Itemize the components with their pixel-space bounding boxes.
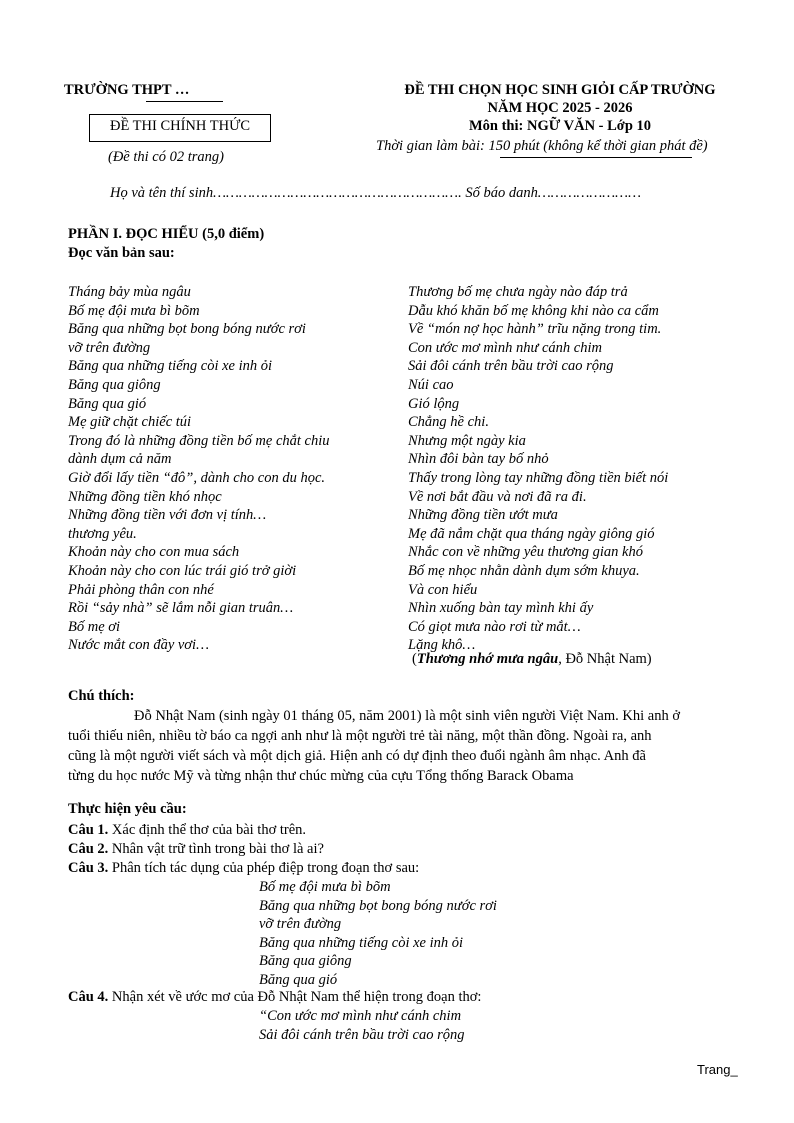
- poem-line: Thấy trong lòng tay những đồng tiền biết nói: [408, 469, 669, 486]
- poem-line: Băng qua gió: [68, 395, 147, 412]
- poem-line: Băng qua những bọt bong bóng nước rơi: [68, 321, 306, 338]
- note-line: tuổi thiếu niên, nhiều tờ báo ca ngợi anh như là một người trẻ tài năng, một thần đồng. Ngoài ra, anh: [68, 728, 652, 744]
- source-author: , Đỗ Nhật Nam): [558, 651, 652, 667]
- poem-line: Phải phòng thân con nhé: [68, 581, 214, 598]
- poem-line: Tháng bảy mùa ngâu: [68, 284, 191, 300]
- question-4: [68, 989, 481, 1006]
- page-number: Trang_: [697, 1062, 738, 1077]
- poem-line: Những đồng tiền với đơn vị tính…: [68, 507, 267, 524]
- poem-line: Những đồng tiền khó nhọc: [68, 488, 222, 505]
- page-count-note: (Đề thi có 02 trang): [108, 149, 224, 165]
- poem-left-column: [68, 283, 330, 655]
- poem-line: Con ước mơ mình như cánh chim: [408, 339, 602, 356]
- note-line: từng du học nước Mỹ và từng nhận thư chúc mừng của cựu Tổng thống Barack Obama: [68, 768, 574, 784]
- excerpt-line: Bố mẹ đội mưa bì bõm: [259, 879, 391, 895]
- poem-line: Nước mắt con đầy vơi…: [68, 637, 209, 654]
- poem-line: Nhắc con về những yêu thương gian khó: [408, 544, 643, 561]
- official-label: ĐỀ THI CHÍNH THỨC: [109, 118, 250, 134]
- poem-line: Dẫu khó khăn bố mẹ không khi nào ca cẩm: [408, 302, 659, 319]
- poem-line: Chẳng hề chi.: [408, 414, 489, 431]
- poem-line: Mẹ giữ chặt chiếc túi: [68, 414, 192, 431]
- poem-line: Thương bố mẹ chưa ngày nào đáp trả: [408, 284, 628, 300]
- poem-line: Khoản này cho con lúc trái gió trở giời: [68, 562, 297, 579]
- poem-line: Nhưng một ngày kia: [408, 432, 526, 449]
- poem-line: Bố mẹ ơi: [68, 618, 121, 635]
- exam-title: ĐỀ THI CHỌN HỌC SINH GIỎI CẤP TRƯỜNG: [404, 82, 716, 98]
- poem-line: Trong đó là những đồng tiền bố mẹ chắt chiu: [68, 432, 330, 449]
- exam-time-prefix: Thời gian làm bài:: [376, 138, 489, 154]
- poem-line: Nhìn đôi bàn tay bố nhỏ: [408, 451, 549, 468]
- poem-line: Bố mẹ đội mưa bì bõm: [68, 302, 200, 319]
- excerpt-line: Băng qua những tiếng còi xe inh ỏi: [259, 934, 464, 951]
- poem-line: Rồi “sảy nhà” sẽ lắm nỗi gian truân…: [68, 600, 294, 617]
- question-4-label: Câu 4.: [68, 989, 109, 1005]
- poem-right-column: [408, 283, 668, 655]
- poem-line: Có giọt mưa nào rơi từ mắt…: [408, 618, 581, 635]
- question-3-excerpt: [259, 878, 497, 990]
- exam-time-value: 150 phút (không kể thời gian phát đề): [488, 138, 708, 154]
- school-year: NĂM HỌC 2025 - 2026: [487, 100, 633, 116]
- source-open: (: [412, 651, 417, 667]
- note-title: Chú thích:: [68, 688, 135, 704]
- note-line: cũng là một người viết sách và một dịch giả. Hiện anh có dự định theo đuổi ngành âm nhạc. Anh đã: [68, 748, 646, 764]
- excerpt-line: vỡ trên đường: [259, 916, 342, 933]
- part1-title: PHẦN I. ĐỌC HIỂU (5,0 điểm): [68, 226, 265, 242]
- question-2: [68, 841, 324, 858]
- question-3: [68, 860, 419, 877]
- note-paragraph: [68, 706, 680, 786]
- question-2-text: Nhân vật trữ tình trong bài thơ là ai?: [108, 841, 324, 857]
- question-1: [68, 822, 306, 839]
- question-1-text: Xác định thể thơ của bài thơ trên.: [108, 822, 307, 838]
- poem-line: Sải đôi cánh trên bầu trời cao rộng: [408, 358, 614, 375]
- poem-line: thương yêu.: [68, 525, 137, 542]
- excerpt-line: Sải đôi cánh trên bầu trời cao rộng: [259, 1026, 465, 1043]
- poem-line: Núi cao: [408, 376, 454, 393]
- school-underline: [146, 101, 223, 102]
- question-3-text: Phân tích tác dụng của phép điệp trong đoạn thơ sau:: [108, 860, 420, 876]
- excerpt-line: Băng qua giông: [259, 953, 352, 970]
- poem-line: dành dụm cả năm: [68, 451, 172, 468]
- tasks-title: Thực hiện yêu cầu:: [68, 801, 187, 817]
- question-2-label: Câu 2.: [68, 841, 109, 857]
- poem-line: vỡ trên đường: [68, 339, 151, 356]
- poem-source: [412, 651, 652, 668]
- poem-line: Và con hiểu: [408, 581, 478, 598]
- poem-line: Khoản này cho con mua sách: [68, 544, 240, 561]
- poem-line: Mẹ đã nắm chặt qua tháng ngày giông gió: [408, 525, 655, 542]
- poem-line: Nhìn xuống bàn tay mình khi ấy: [408, 600, 594, 617]
- exam-time: [376, 138, 708, 155]
- poem-line: Giờ đổi lấy tiền “đô”, dành cho con du học.: [68, 469, 326, 486]
- question-4-excerpt: [259, 1007, 465, 1044]
- excerpt-line: “Con ước mơ mình như cánh chim: [259, 1008, 462, 1024]
- school-name: TRƯỜNG THPT …: [64, 82, 190, 98]
- time-underline: [500, 157, 692, 158]
- question-3-label: Câu 3.: [68, 860, 109, 876]
- source-title: Thương nhớ mưa ngâu: [416, 651, 559, 667]
- poem-line: Lặng khô…: [408, 637, 476, 654]
- excerpt-line: Băng qua những bọt bong bóng nước rơi: [259, 897, 497, 914]
- excerpt-line: Băng qua gió: [259, 971, 338, 988]
- poem-line: Gió lộng: [408, 395, 460, 412]
- question-4-text: Nhận xét về ước mơ của Đỗ Nhật Nam thể hiện trong đoạn thơ:: [108, 989, 482, 1005]
- student-info-line: Họ và tên thí sinh…………………………………………………. Số báo danh……………………: [110, 185, 641, 201]
- poem-line: Băng qua những tiếng còi xe inh ỏi: [68, 358, 273, 375]
- poem-line: Những đồng tiền ướt mưa: [408, 507, 558, 524]
- poem-line: Về “món nợ học hành” trĩu nặng trong tim.: [408, 321, 662, 338]
- subject: Môn thi: NGỮ VĂN - Lớp 10: [468, 118, 652, 134]
- part1-instruction: Đọc văn bản sau:: [68, 245, 175, 261]
- poem-line: Băng qua giông: [68, 376, 161, 393]
- poem-line: Bố mẹ nhọc nhằn dành dụm sớm khuya.: [408, 562, 640, 579]
- note-line: Đỗ Nhật Nam (sinh ngày 01 tháng 05, năm 2001) là một sinh viên người Việt Nam. Khi anh ở: [134, 708, 680, 724]
- poem-line: Về nơi bắt đầu và nơi đã ra đi.: [408, 488, 587, 505]
- question-1-label: Câu 1.: [68, 822, 109, 838]
